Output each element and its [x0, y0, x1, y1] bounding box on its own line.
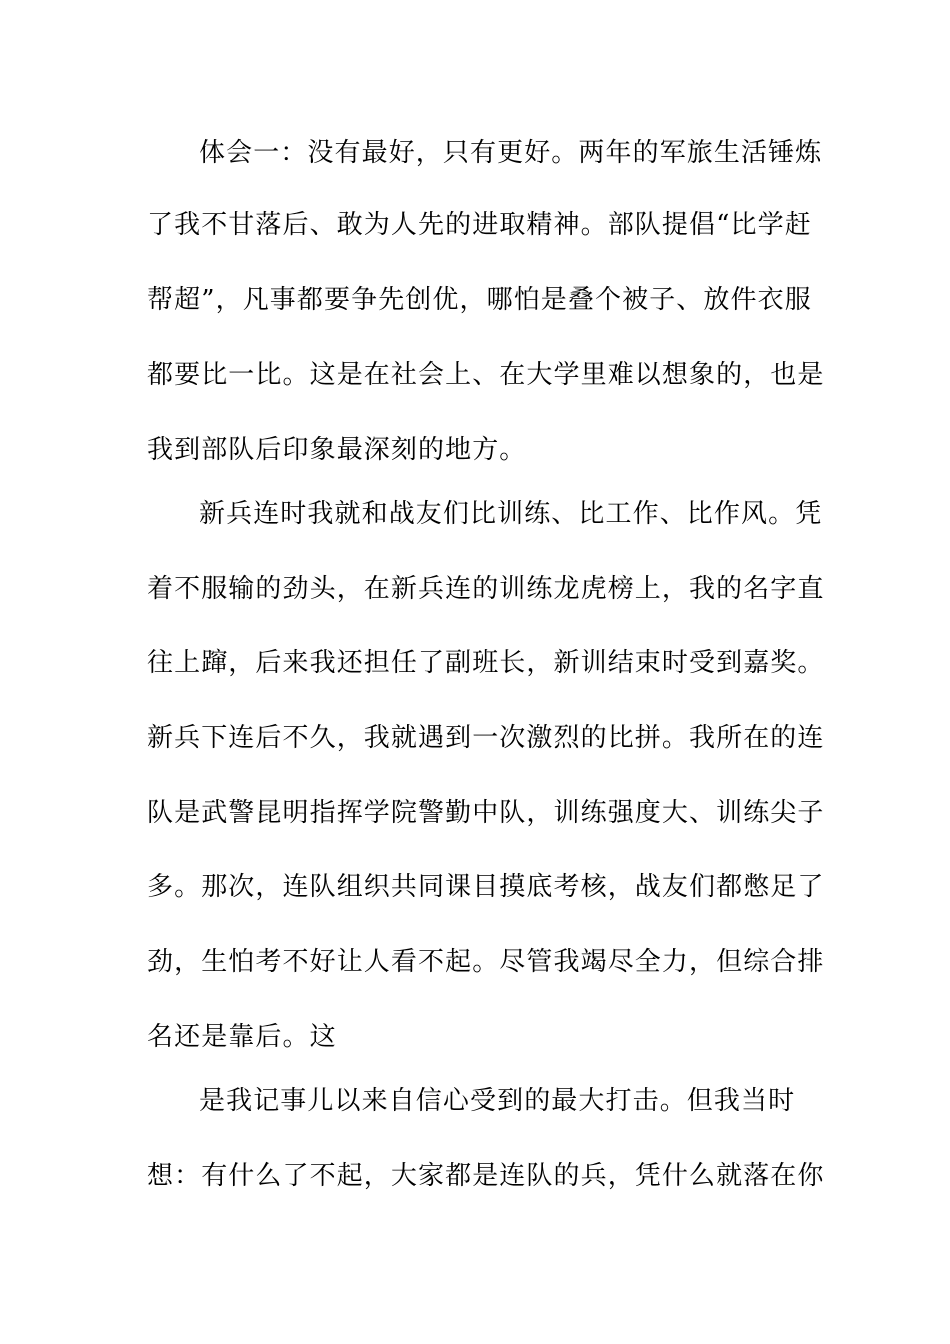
paragraph-1-line-5: 我到部队后印象最深刻的地方。 — [147, 435, 527, 465]
paragraph-2-line-8: 名还是靠后。这 — [147, 1022, 337, 1052]
paragraph-2-line-2: 着不服输的劲头，在新兵连的训练龙虎榜上，我的名字直 — [147, 574, 825, 604]
paragraph-2-line-3: 往上蹿，后来我还担任了副班长，新训结束时受到嘉奖。 — [147, 648, 825, 678]
paragraph-2-line-6: 多。那次，连队组织共同课目摸底考核，战友们都憋足了 — [147, 872, 825, 902]
paragraph-1-line-3: 帮超”，凡事都要争先创优，哪怕是叠个被子、放件衣服 — [147, 285, 812, 315]
paragraph-3-line-1: 是我记事儿以来自信心受到的最大打击。但我当时 — [199, 1086, 796, 1116]
paragraph-2-line-5: 队是武警昆明指挥学院警勤中队，训练强度大、训练尖子 — [147, 798, 825, 828]
paragraph-1-line-2: 了我不甘落后、敢为人先的进取精神。部队提倡“比学赶 — [147, 210, 812, 240]
paragraph-1-line-1: 体会一：没有最好，只有更好。两年的军旅生活锤炼 — [199, 138, 823, 168]
paragraph-2-line-7: 劲，生怕考不好让人看不起。尽管我竭尽全力，但综合排 — [147, 947, 825, 977]
paragraph-2-line-1: 新兵连时我就和战友们比训练、比工作、比作风。凭 — [199, 499, 823, 529]
paragraph-2-line-4: 新兵下连后不久，我就遇到一次激烈的比拼。我所在的连 — [147, 723, 825, 753]
paragraph-3-line-2: 想：有什么了不起，大家都是连队的兵，凭什么就落在你 — [147, 1161, 825, 1191]
paragraph-1-line-4: 都要比一比。这是在社会上、在大学里难以想象的，也是 — [147, 360, 825, 390]
